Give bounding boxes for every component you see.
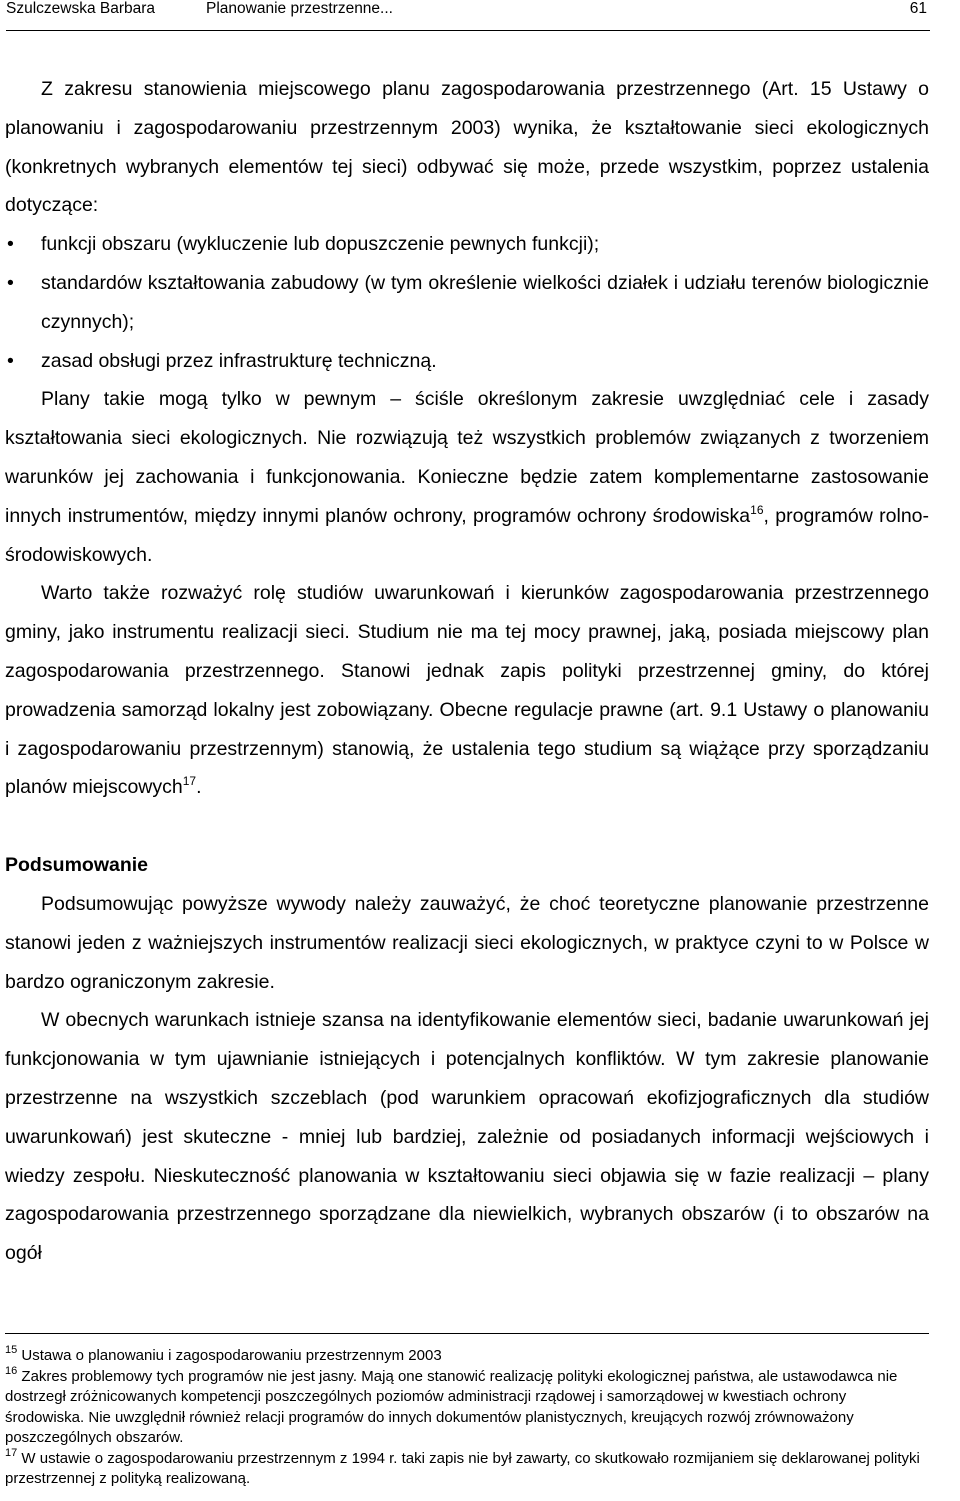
paragraph-art15: Z zakresu stanowienia miejscowego planu zagospodarowania przestrzennego (Art. 15 Ustawy o planowaniu i zagospodarowaniu przestrzennym 2003) wynika, że kształtowanie sieci ekologicznych (konkretnych wybranych elementów tej sieci) odbywać się może, przede wszystkim, poprzez ustalenia dotyczące:: [5, 78, 929, 217]
paragraph-studium: [5, 574, 929, 807]
bullet-icon: •: [7, 349, 14, 372]
bullet-item: [5, 264, 929, 342]
bullet-icon: •: [7, 271, 14, 294]
footnote-text: Ustawa o planowaniu i zagospodarowaniu przestrzennym 2003: [17, 1347, 442, 1364]
page-number: 61: [909, 0, 927, 17]
bullet-list: [5, 225, 929, 380]
bullet-text: funkcji obszaru (wykluczenie lub dopuszczenie pewnych funkcji);: [41, 233, 600, 256]
footnote-item: [5, 1346, 925, 1367]
bullet-icon: •: [7, 233, 14, 256]
running-header: [6, 0, 930, 31]
footnote-item: [5, 1446, 925, 1490]
paragraph-plans: [5, 380, 929, 574]
footnote-number: 17: [5, 1446, 18, 1459]
bullet-item: [5, 342, 929, 381]
bullet-text: zasad obsługi przez infrastrukturę techniczną.: [41, 349, 437, 372]
footnote-text: Zakres problemowy tych programów nie jest jasny. Mają one stanowić realizację polityki ekologicznej państwa, ale ustawodawca nie dostrzegł zróżnicowanych kompetencji poszczególnych poziomów administracji rządowej i samorządowej w kwestiach ochrony środowiska. Nie uwzględnił również relacji programów do innych dokumentów planistycznych, kreujących rozwój zrównoważony poszczególnych obszarów.: [5, 1367, 898, 1446]
paragraph-text: Plany takie mogą tylko w pewnym – ściśle określonym zakresie uwzględniać cele i zasady kształtowania sieci ekologicznych. Nie rozwiązują też wszystkich problemów związanych z tworzeniem warunków jej zachowania i funkcjonowania. Konieczne będzie zatem komplementarne zastosowanie innych instrumentów, między innymi planów ochrony, programów ochrony środowiska: [5, 388, 929, 527]
footnote-ref-16[interactable]: 16: [750, 502, 764, 517]
footnote-item: [5, 1364, 925, 1449]
paragraph-conditions: W obecnych warunkach istnieje szansa na identyfikowanie elementów sieci, badanie uwarunkowań jej funkcjonowania w tym ujawnianie istniejących i potencjalnych konfliktów. W tym zakresie planowanie przestrzenne na wszystkich szczeblach (pod warunkiem opracowań ekofizjograficznych dla studiów uwarunkowań) jest skuteczne - mniej lub bardziej, zależnie od posiadanych informacji wejściowych i wiedzy zespołu. Nieskuteczność planowania w kształtowaniu sieci objawia się w fazie realizacji – plany zagospodarowania przestrzennego sporządzane dla niewielkich, wybranych obszarów (i to obszarów na ogół: [5, 1009, 929, 1265]
section-heading: Podsumowanie: [5, 854, 149, 877]
footnote-number: 15: [5, 1344, 18, 1356]
footnote-number: 16: [5, 1364, 18, 1377]
footnotes-section: [5, 1333, 925, 1490]
paragraph-summary: Podsumowując powyższe wywody należy zauważyć, że choć teoretyczne planowanie przestrzenne stanowi jeden z ważniejszych instrumentów realizacji sieci ekologicznych, w praktyce czyni to w Polsce w bardzo ograniczonym zakresie.: [5, 892, 929, 993]
paragraph-text: , programów rolno-środowiskowych.: [5, 504, 929, 566]
bullet-text: standardów kształtowania zabudowy (w tym określenie wielkości działek i udziału terenów biologicznie czynnych);: [41, 271, 929, 333]
header-author: Szulczewska Barbara: [6, 0, 156, 17]
footnote-text: W ustawie o zagospodarowaniu przestrzennym z 1994 r. taki zapis nie był zawarty, co skutkowało rozmijaniem się deklarowanej polityki przestrzennej z polityką realizowaną.: [5, 1449, 920, 1487]
header-title: Planowanie przestrzenne...: [206, 0, 393, 17]
page-body: [5, 70, 929, 1273]
bullet-item: [5, 225, 929, 264]
footnote-ref-17[interactable]: 17: [182, 774, 197, 789]
paragraph-text: Warto także rozważyć rolę studiów uwarunkowań i kierunków zagospodarowania przestrzennego gminy, jako instrumentu realizacji sieci. Studium nie ma tej mocy prawnej, jaką, posiada miejscowy plan zagospodarowania przestrzennego. Stanowi jednak zapis polityki przestrzennej gminy, do której prowadzenia samorząd lokalny jest zobowiązany. Obecne regulacje prawne (art. 9.1 Ustawy o planowaniu i zagospodarowaniu przestrzennym) stanowią, że ustalenia tego studium są wiążące przy sporządzaniu planów miejscowych: [5, 582, 929, 799]
footnote-divider: [5, 1333, 929, 1334]
paragraph-text: .: [196, 776, 202, 799]
